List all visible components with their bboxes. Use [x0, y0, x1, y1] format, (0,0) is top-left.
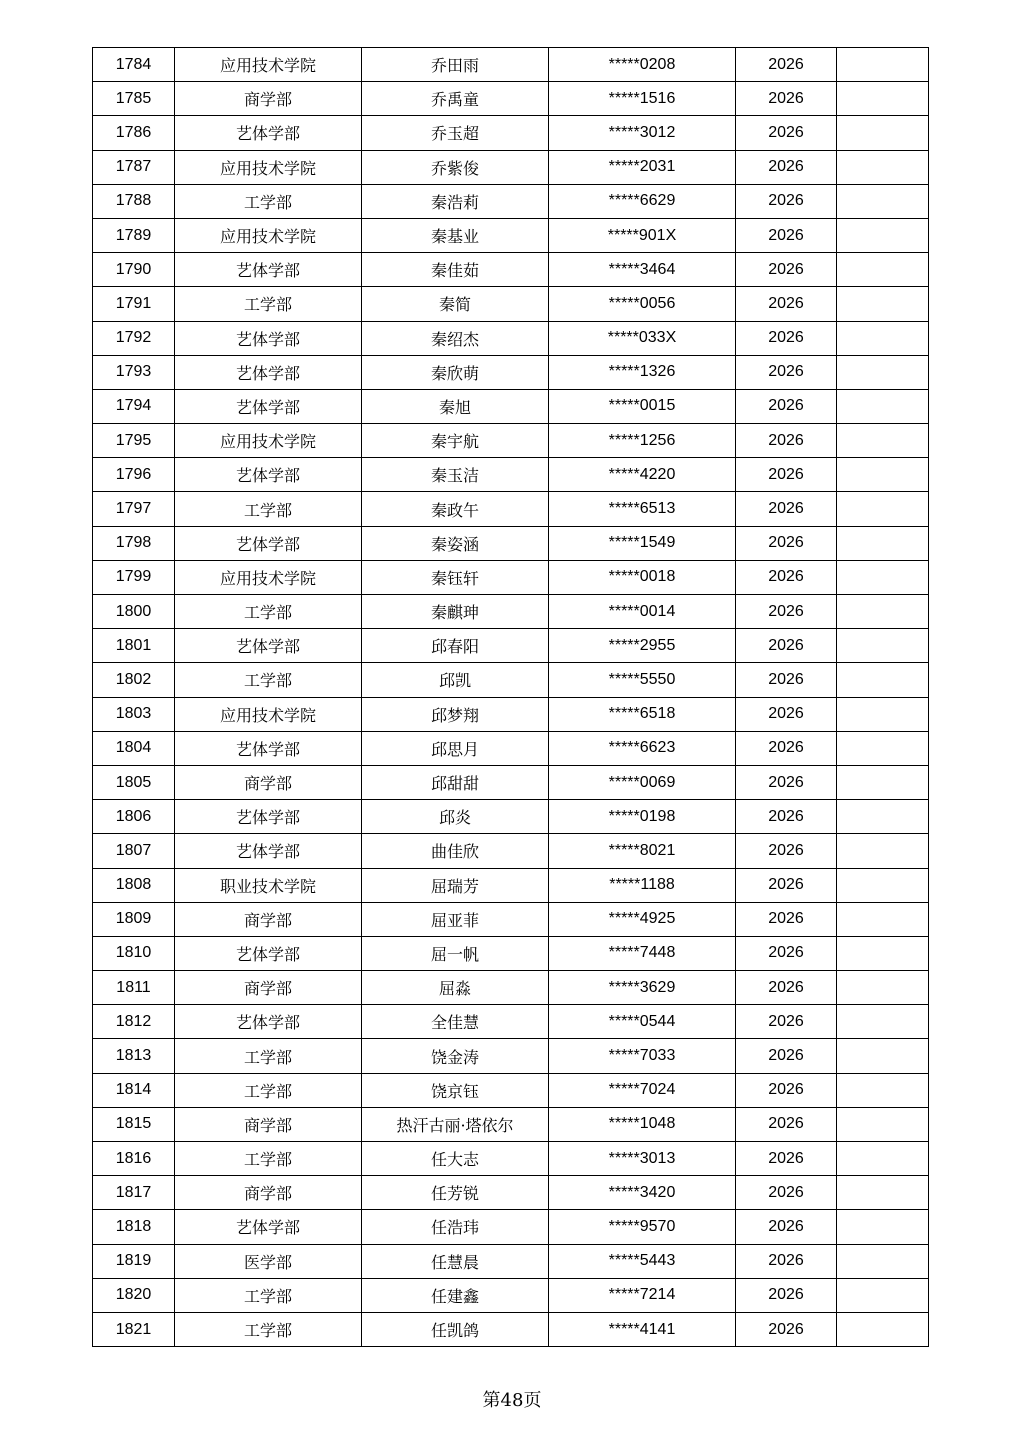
masked-id-cell: *****033X: [549, 321, 736, 355]
student-name-cell: 屈淼: [362, 971, 549, 1005]
masked-id-cell: *****7033: [549, 1039, 736, 1073]
table-row: [93, 902, 929, 936]
serial-number-cell: 1789: [93, 218, 175, 252]
table-row: [93, 1073, 929, 1107]
year-cell: 2026: [736, 765, 837, 799]
masked-id-cell: *****3420: [549, 1176, 736, 1210]
masked-id-cell: *****1048: [549, 1107, 736, 1141]
year-cell: 2026: [736, 116, 837, 150]
department-cell: 应用技术学院: [175, 218, 362, 252]
year-cell: 2026: [736, 492, 837, 526]
table-row: [93, 1312, 929, 1346]
serial-number-cell: 1803: [93, 697, 175, 731]
table-row: [93, 1107, 929, 1141]
remark-cell: [837, 800, 929, 834]
table-row: [93, 765, 929, 799]
department-cell: 商学部: [175, 902, 362, 936]
department-cell: 工学部: [175, 1142, 362, 1176]
department-cell: 艺体学部: [175, 458, 362, 492]
table-row: [93, 1278, 929, 1312]
masked-id-cell: *****2031: [549, 150, 736, 184]
serial-number-cell: 1804: [93, 731, 175, 765]
student-name-cell: 任浩玮: [362, 1210, 549, 1244]
serial-number-cell: 1802: [93, 663, 175, 697]
year-cell: 2026: [736, 526, 837, 560]
serial-number-cell: 1791: [93, 287, 175, 321]
serial-number-cell: 1784: [93, 48, 175, 82]
remark-cell: [837, 1039, 929, 1073]
table-row: [93, 697, 929, 731]
student-name-cell: 秦钰轩: [362, 560, 549, 594]
department-cell: 商学部: [175, 1176, 362, 1210]
remark-cell: [837, 834, 929, 868]
department-cell: 工学部: [175, 184, 362, 218]
table-row: [93, 663, 929, 697]
year-cell: 2026: [736, 82, 837, 116]
year-cell: 2026: [736, 560, 837, 594]
serial-number-cell: 1812: [93, 1005, 175, 1039]
masked-id-cell: *****0056: [549, 287, 736, 321]
department-cell: 工学部: [175, 663, 362, 697]
year-cell: 2026: [736, 389, 837, 423]
department-cell: 艺体学部: [175, 1210, 362, 1244]
masked-id-cell: *****4141: [549, 1312, 736, 1346]
masked-id-cell: *****7448: [549, 936, 736, 970]
table-row: [93, 560, 929, 594]
year-cell: 2026: [736, 218, 837, 252]
table-row: [93, 48, 929, 82]
table-row: [93, 1244, 929, 1278]
remark-cell: [837, 389, 929, 423]
remark-cell: [837, 697, 929, 731]
year-cell: 2026: [736, 1039, 837, 1073]
table-row: [93, 321, 929, 355]
department-cell: 商学部: [175, 765, 362, 799]
masked-id-cell: *****4220: [549, 458, 736, 492]
department-cell: 应用技术学院: [175, 697, 362, 731]
roster-table-body: [93, 48, 929, 1347]
year-cell: 2026: [736, 697, 837, 731]
serial-number-cell: 1794: [93, 389, 175, 423]
department-cell: 应用技术学院: [175, 424, 362, 458]
remark-cell: [837, 458, 929, 492]
department-cell: 工学部: [175, 1312, 362, 1346]
serial-number-cell: 1786: [93, 116, 175, 150]
serial-number-cell: 1798: [93, 526, 175, 560]
student-name-cell: 邱思月: [362, 731, 549, 765]
table-row: [93, 936, 929, 970]
table-row: [93, 116, 929, 150]
masked-id-cell: *****3012: [549, 116, 736, 150]
year-cell: 2026: [736, 1312, 837, 1346]
year-cell: 2026: [736, 868, 837, 902]
student-name-cell: 饶京钰: [362, 1073, 549, 1107]
serial-number-cell: 1818: [93, 1210, 175, 1244]
year-cell: 2026: [736, 48, 837, 82]
remark-cell: [837, 1142, 929, 1176]
serial-number-cell: 1793: [93, 355, 175, 389]
serial-number-cell: 1815: [93, 1107, 175, 1141]
masked-id-cell: *****0014: [549, 595, 736, 629]
serial-number-cell: 1819: [93, 1244, 175, 1278]
department-cell: 工学部: [175, 1039, 362, 1073]
table-row: [93, 458, 929, 492]
student-name-cell: 乔禹童: [362, 82, 549, 116]
remark-cell: [837, 1005, 929, 1039]
serial-number-cell: 1820: [93, 1278, 175, 1312]
table-row: [93, 1005, 929, 1039]
table-row: [93, 971, 929, 1005]
student-name-cell: 乔紫俊: [362, 150, 549, 184]
department-cell: 艺体学部: [175, 834, 362, 868]
remark-cell: [837, 629, 929, 663]
table-row: [93, 492, 929, 526]
year-cell: 2026: [736, 731, 837, 765]
remark-cell: [837, 424, 929, 458]
student-name-cell: 秦麒珅: [362, 595, 549, 629]
student-name-cell: 秦浩莉: [362, 184, 549, 218]
year-cell: 2026: [736, 321, 837, 355]
masked-id-cell: *****3464: [549, 253, 736, 287]
department-cell: 应用技术学院: [175, 150, 362, 184]
student-name-cell: 秦宇航: [362, 424, 549, 458]
table-row: [93, 800, 929, 834]
remark-cell: [837, 902, 929, 936]
department-cell: 商学部: [175, 1107, 362, 1141]
serial-number-cell: 1811: [93, 971, 175, 1005]
year-cell: 2026: [736, 287, 837, 321]
year-cell: 2026: [736, 1176, 837, 1210]
table-row: [93, 424, 929, 458]
department-cell: 工学部: [175, 1278, 362, 1312]
student-name-cell: 任凯鸽: [362, 1312, 549, 1346]
student-name-cell: 任建鑫: [362, 1278, 549, 1312]
table-row: [93, 1176, 929, 1210]
department-cell: 工学部: [175, 1073, 362, 1107]
year-cell: 2026: [736, 1107, 837, 1141]
remark-cell: [837, 1244, 929, 1278]
department-cell: 商学部: [175, 82, 362, 116]
student-name-cell: 秦佳茹: [362, 253, 549, 287]
year-cell: 2026: [736, 424, 837, 458]
remark-cell: [837, 492, 929, 526]
student-name-cell: 乔玉超: [362, 116, 549, 150]
department-cell: 医学部: [175, 1244, 362, 1278]
student-name-cell: 热汗古丽·塔依尔: [362, 1107, 549, 1141]
page-number: 第48页: [482, 1390, 542, 1411]
student-name-cell: 邱炎: [362, 800, 549, 834]
serial-number-cell: 1792: [93, 321, 175, 355]
student-name-cell: 秦玉洁: [362, 458, 549, 492]
department-cell: 工学部: [175, 287, 362, 321]
remark-cell: [837, 560, 929, 594]
serial-number-cell: 1807: [93, 834, 175, 868]
remark-cell: [837, 48, 929, 82]
year-cell: 2026: [736, 1073, 837, 1107]
masked-id-cell: *****4925: [549, 902, 736, 936]
year-cell: 2026: [736, 253, 837, 287]
remark-cell: [837, 595, 929, 629]
remark-cell: [837, 287, 929, 321]
serial-number-cell: 1801: [93, 629, 175, 663]
serial-number-cell: 1805: [93, 765, 175, 799]
masked-id-cell: *****3013: [549, 1142, 736, 1176]
table-row: [93, 355, 929, 389]
masked-id-cell: *****1256: [549, 424, 736, 458]
serial-number-cell: 1817: [93, 1176, 175, 1210]
masked-id-cell: *****1549: [549, 526, 736, 560]
student-name-cell: 屈一帆: [362, 936, 549, 970]
masked-id-cell: *****2955: [549, 629, 736, 663]
remark-cell: [837, 731, 929, 765]
masked-id-cell: *****7024: [549, 1073, 736, 1107]
department-cell: 艺体学部: [175, 355, 362, 389]
serial-number-cell: 1785: [93, 82, 175, 116]
masked-id-cell: *****5550: [549, 663, 736, 697]
serial-number-cell: 1813: [93, 1039, 175, 1073]
department-cell: 工学部: [175, 595, 362, 629]
student-name-cell: 邱梦翔: [362, 697, 549, 731]
remark-cell: [837, 116, 929, 150]
serial-number-cell: 1799: [93, 560, 175, 594]
student-name-cell: 任芳锐: [362, 1176, 549, 1210]
department-cell: 艺体学部: [175, 526, 362, 560]
serial-number-cell: 1800: [93, 595, 175, 629]
student-name-cell: 秦政午: [362, 492, 549, 526]
table-row: [93, 82, 929, 116]
remark-cell: [837, 1176, 929, 1210]
department-cell: 商学部: [175, 971, 362, 1005]
remark-cell: [837, 1278, 929, 1312]
table-row: [93, 218, 929, 252]
remark-cell: [837, 1073, 929, 1107]
student-name-cell: 邱甜甜: [362, 765, 549, 799]
masked-id-cell: *****3629: [549, 971, 736, 1005]
remark-cell: [837, 150, 929, 184]
table-row: [93, 731, 929, 765]
student-name-cell: 饶金涛: [362, 1039, 549, 1073]
department-cell: 艺体学部: [175, 116, 362, 150]
department-cell: 工学部: [175, 492, 362, 526]
serial-number-cell: 1806: [93, 800, 175, 834]
department-cell: 艺体学部: [175, 731, 362, 765]
table-row: [93, 1142, 929, 1176]
table-row: [93, 150, 929, 184]
department-cell: 艺体学部: [175, 629, 362, 663]
masked-id-cell: *****6623: [549, 731, 736, 765]
year-cell: 2026: [736, 663, 837, 697]
student-name-cell: 秦基业: [362, 218, 549, 252]
masked-id-cell: *****0018: [549, 560, 736, 594]
masked-id-cell: *****1188: [549, 868, 736, 902]
table-row: [93, 1039, 929, 1073]
department-cell: 艺体学部: [175, 1005, 362, 1039]
student-name-cell: 邱春阳: [362, 629, 549, 663]
masked-id-cell: *****5443: [549, 1244, 736, 1278]
student-name-cell: 秦简: [362, 287, 549, 321]
masked-id-cell: *****7214: [549, 1278, 736, 1312]
remark-cell: [837, 1210, 929, 1244]
masked-id-cell: *****9570: [549, 1210, 736, 1244]
student-name-cell: 秦旭: [362, 389, 549, 423]
year-cell: 2026: [736, 800, 837, 834]
masked-id-cell: *****901X: [549, 218, 736, 252]
remark-cell: [837, 184, 929, 218]
remark-cell: [837, 355, 929, 389]
year-cell: 2026: [736, 150, 837, 184]
serial-number-cell: 1787: [93, 150, 175, 184]
year-cell: 2026: [736, 184, 837, 218]
serial-number-cell: 1797: [93, 492, 175, 526]
year-cell: 2026: [736, 595, 837, 629]
remark-cell: [837, 321, 929, 355]
year-cell: 2026: [736, 629, 837, 663]
student-name-cell: 曲佳欣: [362, 834, 549, 868]
year-cell: 2026: [736, 1278, 837, 1312]
serial-number-cell: 1810: [93, 936, 175, 970]
table-row: [93, 184, 929, 218]
remark-cell: [837, 218, 929, 252]
department-cell: 艺体学部: [175, 800, 362, 834]
table-row: [93, 287, 929, 321]
student-name-cell: 秦姿涵: [362, 526, 549, 560]
table-row: [93, 526, 929, 560]
table-row: [93, 868, 929, 902]
serial-number-cell: 1821: [93, 1312, 175, 1346]
masked-id-cell: *****6629: [549, 184, 736, 218]
year-cell: 2026: [736, 458, 837, 492]
remark-cell: [837, 663, 929, 697]
remark-cell: [837, 253, 929, 287]
year-cell: 2026: [736, 902, 837, 936]
student-name-cell: 屈瑞芳: [362, 868, 549, 902]
department-cell: 应用技术学院: [175, 560, 362, 594]
table-row: [93, 595, 929, 629]
serial-number-cell: 1814: [93, 1073, 175, 1107]
remark-cell: [837, 936, 929, 970]
student-name-cell: 秦绍杰: [362, 321, 549, 355]
department-cell: 艺体学部: [175, 936, 362, 970]
serial-number-cell: 1788: [93, 184, 175, 218]
department-cell: 艺体学部: [175, 253, 362, 287]
student-name-cell: 邱凯: [362, 663, 549, 697]
table-row: [93, 834, 929, 868]
masked-id-cell: *****8021: [549, 834, 736, 868]
masked-id-cell: *****1516: [549, 82, 736, 116]
serial-number-cell: 1796: [93, 458, 175, 492]
masked-id-cell: *****0069: [549, 765, 736, 799]
serial-number-cell: 1795: [93, 424, 175, 458]
table-row: [93, 1210, 929, 1244]
department-cell: 艺体学部: [175, 389, 362, 423]
masked-id-cell: *****6518: [549, 697, 736, 731]
remark-cell: [837, 82, 929, 116]
student-name-cell: 任大志: [362, 1142, 549, 1176]
year-cell: 2026: [736, 834, 837, 868]
masked-id-cell: *****6513: [549, 492, 736, 526]
serial-number-cell: 1790: [93, 253, 175, 287]
student-name-cell: 全佳慧: [362, 1005, 549, 1039]
masked-id-cell: *****0015: [549, 389, 736, 423]
remark-cell: [837, 1312, 929, 1346]
year-cell: 2026: [736, 971, 837, 1005]
serial-number-cell: 1816: [93, 1142, 175, 1176]
remark-cell: [837, 1107, 929, 1141]
department-cell: 职业技术学院: [175, 868, 362, 902]
student-name-cell: 乔田雨: [362, 48, 549, 82]
table-row: [93, 253, 929, 287]
year-cell: 2026: [736, 355, 837, 389]
year-cell: 2026: [736, 1244, 837, 1278]
student-name-cell: 秦欣萌: [362, 355, 549, 389]
masked-id-cell: *****1326: [549, 355, 736, 389]
masked-id-cell: *****0198: [549, 800, 736, 834]
roster-table: [92, 47, 929, 1347]
remark-cell: [837, 971, 929, 1005]
serial-number-cell: 1808: [93, 868, 175, 902]
department-cell: 应用技术学院: [175, 48, 362, 82]
remark-cell: [837, 526, 929, 560]
year-cell: 2026: [736, 936, 837, 970]
masked-id-cell: *****0544: [549, 1005, 736, 1039]
year-cell: 2026: [736, 1210, 837, 1244]
table-row: [93, 389, 929, 423]
year-cell: 2026: [736, 1142, 837, 1176]
remark-cell: [837, 868, 929, 902]
year-cell: 2026: [736, 1005, 837, 1039]
serial-number-cell: 1809: [93, 902, 175, 936]
table-row: [93, 629, 929, 663]
remark-cell: [837, 765, 929, 799]
student-name-cell: 屈亚菲: [362, 902, 549, 936]
masked-id-cell: *****0208: [549, 48, 736, 82]
student-name-cell: 任慧晨: [362, 1244, 549, 1278]
department-cell: 艺体学部: [175, 321, 362, 355]
